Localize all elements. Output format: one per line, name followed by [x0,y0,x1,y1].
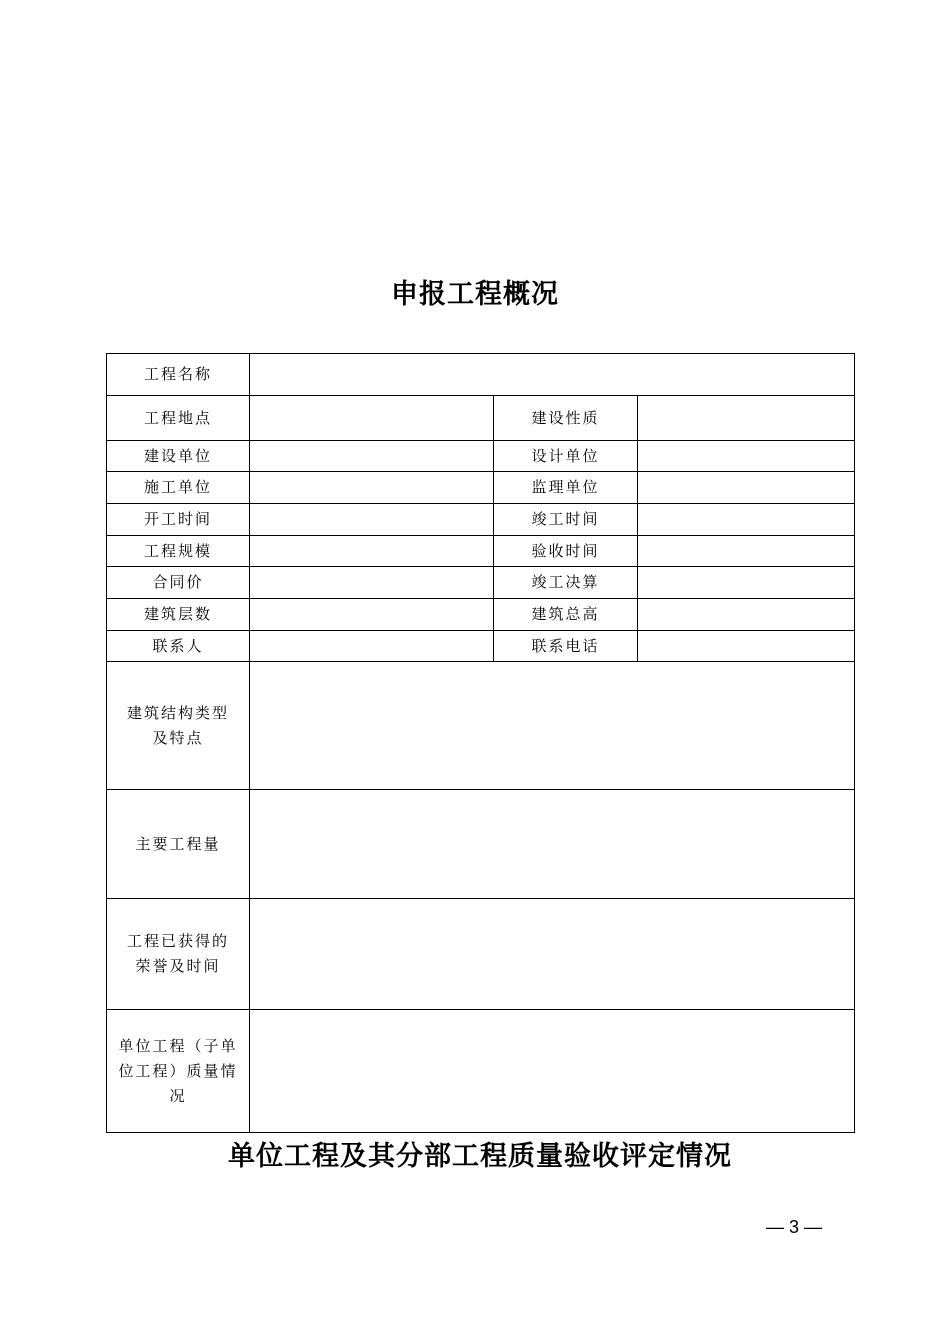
page-number: — 3 — [766,1217,823,1237]
table-row [107,396,855,441]
field-value[interactable] [250,567,494,599]
honors-field[interactable] [250,899,855,1010]
label-line: 及特点 [152,728,204,747]
field-value[interactable] [250,472,494,504]
main-quantity-field[interactable] [250,790,855,899]
field-label: 工程地点 [107,396,250,441]
table-row [107,504,855,536]
table-row [107,472,855,504]
structure-type-field[interactable] [250,662,855,790]
main-quantity-label: 主要工程量 [107,790,250,899]
table-row [107,1010,855,1133]
unit-quality-field[interactable] [250,1010,855,1133]
field-value[interactable] [638,441,855,472]
field-label: 建设性质 [494,396,638,441]
label-line: 荣誉及时间 [135,957,221,975]
field-value[interactable] [638,396,855,441]
label-line: 位工程）质量情 [118,1061,238,1080]
field-label: 开工时间 [107,504,250,536]
field-value[interactable] [250,396,494,441]
field-value[interactable] [638,472,855,504]
field-value[interactable] [250,631,494,662]
field-label: 建设单位 [107,441,250,472]
field-value[interactable] [250,599,494,631]
project-name-label: 工程名称 [107,354,250,396]
field-value[interactable] [638,599,855,631]
field-value[interactable] [638,504,855,536]
table-row [107,790,855,899]
label-line: 单位工程（子单 [118,1036,238,1055]
table-row [107,354,855,396]
field-label: 验收时间 [494,536,638,567]
field-value[interactable] [638,631,855,662]
next-section-title: 单位工程及其分部工程质量验收评定情况 [228,1141,732,1172]
field-label: 建筑层数 [107,599,250,631]
label-line: 况 [169,1086,187,1105]
label-line: 建筑结构类型 [126,703,229,722]
field-label: 联系人 [107,631,250,662]
table-row [107,662,855,790]
page-title: 申报工程概况 [391,279,559,310]
field-value[interactable] [250,536,494,567]
field-label: 竣工时间 [494,504,638,536]
field-label: 联系电话 [494,631,638,662]
project-name-field[interactable] [250,354,855,396]
table-row [107,599,855,631]
label-line: 工程已获得的 [126,932,229,950]
field-label: 监理单位 [494,472,638,504]
table-row [107,631,855,662]
field-label: 工程规模 [107,536,250,567]
table-row [107,899,855,1010]
field-label: 合同价 [107,567,250,599]
field-label: 竣工决算 [494,567,638,599]
unit-quality-label [107,1010,250,1133]
table-row [107,441,855,472]
honors-label [107,899,250,1010]
structure-type-label [107,662,250,790]
field-value[interactable] [250,441,494,472]
field-label: 施工单位 [107,472,250,504]
table-row [107,567,855,599]
project-overview-table [106,353,855,1133]
field-value[interactable] [250,504,494,536]
field-value[interactable] [638,567,855,599]
field-label: 设计单位 [494,441,638,472]
field-label: 建筑总高 [494,599,638,631]
field-value[interactable] [638,536,855,567]
table-row [107,536,855,567]
